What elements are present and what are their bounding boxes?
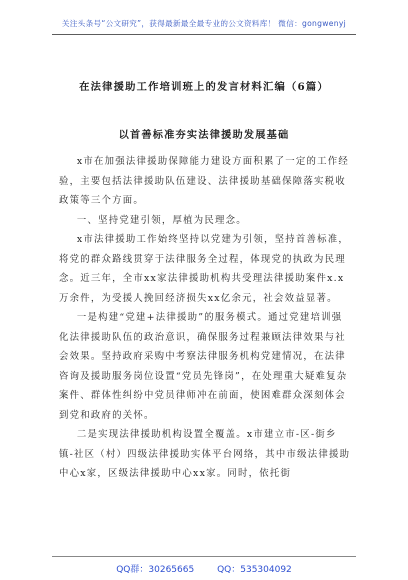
paragraph-intro: x市在加强法律援助保障能力建设方面积累了一定的工作经验，主要包括法律援助队伍建设、法律援助基础保障落实税收政策等三个方面。	[59, 156, 350, 206]
document-body	[59, 152, 351, 484]
section-title: 以首善标准夯实法律援助发展基础	[118, 129, 290, 141]
paragraph-service-model: 一是构建“党建+法律援助”的服务模式。通过党建培训强化法律援助队伍的政治意识，确保服务过程兼顾法律效果与社会效果。坚持政府采购中考察法律服务机构党建情况，在法律咨询及援助服务岗位设置“党员先锋岗”，在处理重大疑难复杂案件、群体性纠纷中党员律师冲在前面，使困难群众深刻体会到党和政府的关怀。	[59, 312, 348, 421]
footer	[0, 562, 408, 575]
footer-qq: QQ：535304092	[217, 565, 292, 575]
document-title: 在法律援助工作培训班上的发言材料汇编（6篇）	[79, 81, 329, 93]
paragraph-party-building: x市法律援助工作始终坚持以党建为引领，坚持首善标准，将党的群众路线贯穿于法律服务全过程，体现党的执政为民理念。近三年，全市xx家法律援助机构共受理法律援助案件x.x万余件，为受援人挽回经济损失xx亿余元，社会效益显著。	[59, 234, 350, 304]
header-divider	[52, 34, 356, 35]
paragraph-coverage: 二是实现法律援助机构设置全覆盖。x市建立市-区-街乡镇-社区（村）四级法律援助实体平台网络，其中市级法律援助中心x家，区级法律援助中心xx家。同时，依托街	[59, 429, 351, 479]
header-banner: 关注头条号“公文研究”，获得最新最全最专业的公文资料库！ 微信：gongwenyj	[61, 19, 347, 28]
paragraph-heading-1: 一、坚持党建引领，厚植为民理念。	[76, 214, 247, 226]
footer-qq-group: QQ群：30265665	[116, 565, 195, 575]
footer-divider	[52, 556, 356, 557]
